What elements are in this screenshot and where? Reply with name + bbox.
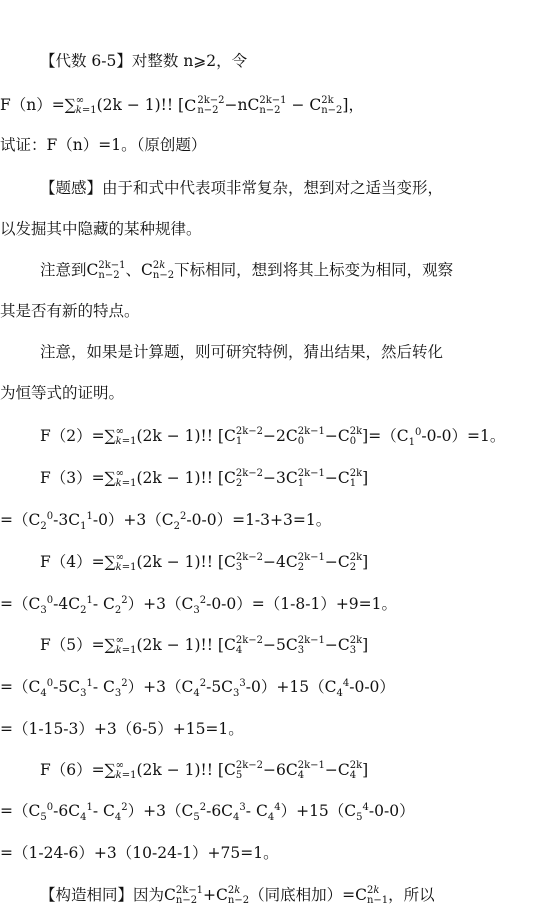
paragraph-insight-2: 以发掘其中隐藏的某种规律。	[0, 220, 202, 238]
F6-expansion: $=(C_5^0-6C_4^1-$ $C_4^2)+3(C_5^2-6C_4^3-$ $C_4^4)+15(C_5^4-0-0)$	[0, 801, 415, 824]
F3-computation: F（3）=∑ ∞ k=1 (2k − 1)!! [C 2k−2 2 −3C 2k−1 1 −C 2k 1 ]	[40, 468, 369, 489]
F5-expansion: $=(C_4^0-5C_3^1-$ $C_3^2)+3(C_4^2-5C_3^3-0)+15(C_4^4-0-0)$	[0, 677, 395, 700]
F6-computation: F（6）=∑ ∞ k=1 (2k − 1)!! [C 2k−2 5 −6C 2k−1 4 −C 2k 4 ]	[40, 760, 369, 781]
F3-result: $=(C_2^0-3C_1^1-0)+3(C_2^2-0-0)=1-3+3=1$。	[0, 510, 332, 533]
problem-title: 【代数 6-5】对整数 n⩾2，令	[40, 52, 248, 70]
F5-result: =（1-15-3）+3（6-5）+15=1。	[0, 720, 244, 738]
formula-F-definition: F（n）=∑ ∞ k=1 (2k − 1)!! [ C 2k−2 n−2 −nC 2k−1 n−2 − C 2k n−2 ]，	[0, 95, 364, 116]
construction-paragraph: 【构造相同】因为C 2k−1 n−2 +C 2k n−2 （同底相加）=C 2k n−1 ，所以	[40, 885, 435, 906]
paragraph-note-4: 为恒等式的证明。	[0, 384, 125, 402]
F5-computation: F（5）=∑ ∞ k=1 (2k − 1)!! [C 2k−2 4 −5C 2k−1 3 −C 2k 3 ]	[40, 635, 369, 656]
paragraph-note-1: 注意到C 2k−1 n−2 、C 2k n−2 下标相同，想到将其上标变为相同，观察	[40, 260, 454, 281]
F2-computation: F（2）=∑ ∞ k=1 (2k − 1)!! [C 2k−2 1 −2C 2k−1 0 −C 2k 0 ]$=(C_1^0-0-0)=1$。	[40, 426, 506, 449]
F4-result: $=(C_3^0-4C_2^1-$ $C_2^2)+3(C_3^2-0-0)=(1-8-1)+9=1$。	[0, 594, 398, 617]
to-prove-statement: 试证：F（n）=1。（原创题）	[0, 136, 207, 154]
F6-result: =（1-24-6）+3（10-24-1）+75=1。	[0, 844, 279, 862]
paragraph-note-3: 注意，如果是计算题，则可研究特例，猜出结果，然后转化	[40, 343, 444, 361]
paragraph-insight-1: 【题感】由于和式中代表项非常复杂，想到对之适当变形，	[40, 179, 444, 197]
paragraph-note-2: 其是否有新的特点。	[0, 302, 140, 320]
F4-computation: F（4）=∑ ∞ k=1 (2k − 1)!! [C 2k−2 3 −4C 2k−1 2 −C 2k 2 ]	[40, 552, 369, 573]
